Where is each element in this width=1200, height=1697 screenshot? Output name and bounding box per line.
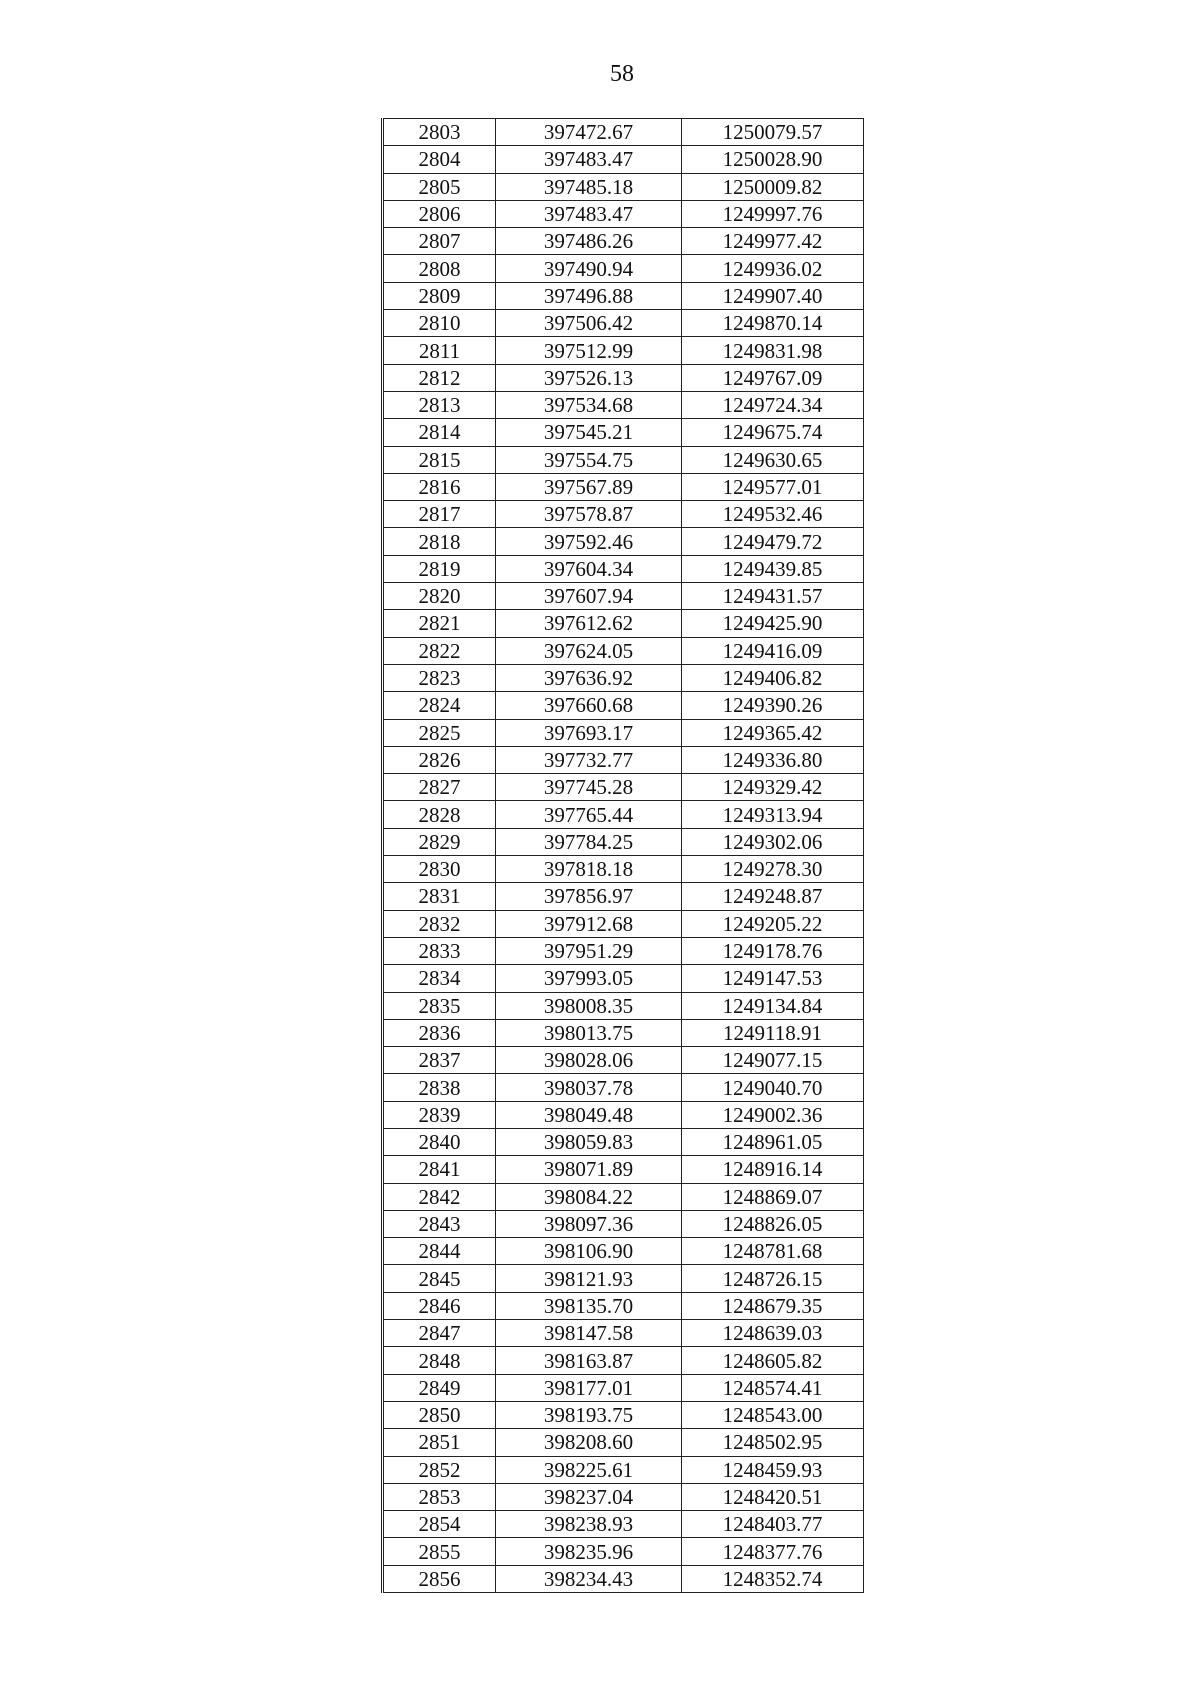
table-row — [383, 774, 864, 801]
x-coordinate-cell: 397486.26 — [496, 228, 682, 255]
x-coordinate-cell: 398071.89 — [496, 1156, 682, 1183]
table-row — [383, 119, 864, 146]
x-coordinate-cell: 398235.96 — [496, 1538, 682, 1565]
point-number-cell: 2853 — [383, 1483, 496, 1510]
table-row — [383, 528, 864, 555]
table-row — [383, 1565, 864, 1592]
x-coordinate-cell: 397567.89 — [496, 473, 682, 500]
point-number-cell: 2809 — [383, 282, 496, 309]
point-number-cell: 2807 — [383, 228, 496, 255]
table-row — [383, 1019, 864, 1046]
table-row — [383, 1292, 864, 1319]
x-coordinate-cell: 398097.36 — [496, 1210, 682, 1237]
y-coordinate-cell: 1248403.77 — [682, 1511, 864, 1538]
coordinate-table — [381, 118, 864, 1593]
y-coordinate-cell: 1248574.41 — [682, 1374, 864, 1401]
y-coordinate-cell: 1248502.95 — [682, 1429, 864, 1456]
table-row — [383, 1047, 864, 1074]
x-coordinate-cell: 397607.94 — [496, 583, 682, 610]
x-coordinate-cell: 398106.90 — [496, 1238, 682, 1265]
point-number-cell: 2849 — [383, 1374, 496, 1401]
x-coordinate-cell: 397993.05 — [496, 965, 682, 992]
table-row — [383, 146, 864, 173]
point-number-cell: 2810 — [383, 310, 496, 337]
y-coordinate-cell: 1249997.76 — [682, 200, 864, 227]
point-number-cell: 2842 — [383, 1183, 496, 1210]
point-number-cell: 2826 — [383, 746, 496, 773]
x-coordinate-cell: 397578.87 — [496, 501, 682, 528]
x-coordinate-cell: 397512.99 — [496, 337, 682, 364]
table-row — [383, 501, 864, 528]
table-row — [383, 692, 864, 719]
point-number-cell: 2833 — [383, 937, 496, 964]
y-coordinate-cell: 1249313.94 — [682, 801, 864, 828]
table-row — [383, 883, 864, 910]
point-number-cell: 2812 — [383, 364, 496, 391]
y-coordinate-cell: 1249205.22 — [682, 910, 864, 937]
table-row — [383, 801, 864, 828]
point-number-cell: 2841 — [383, 1156, 496, 1183]
y-coordinate-cell: 1249936.02 — [682, 255, 864, 282]
table-row — [383, 228, 864, 255]
point-number-cell: 2847 — [383, 1320, 496, 1347]
table-row — [383, 1156, 864, 1183]
x-coordinate-cell: 397490.94 — [496, 255, 682, 282]
table-row — [383, 391, 864, 418]
y-coordinate-cell: 1249630.65 — [682, 446, 864, 473]
table-row — [383, 664, 864, 691]
table-row — [383, 1456, 864, 1483]
point-number-cell: 2840 — [383, 1128, 496, 1155]
x-coordinate-cell: 398135.70 — [496, 1292, 682, 1319]
x-coordinate-cell: 397624.05 — [496, 637, 682, 664]
table-row — [383, 992, 864, 1019]
table-row — [383, 910, 864, 937]
table-row — [383, 1101, 864, 1128]
table-row — [383, 1347, 864, 1374]
point-number-cell: 2846 — [383, 1292, 496, 1319]
x-coordinate-cell: 398059.83 — [496, 1128, 682, 1155]
y-coordinate-cell: 1249870.14 — [682, 310, 864, 337]
table-row — [383, 419, 864, 446]
point-number-cell: 2854 — [383, 1511, 496, 1538]
table-row — [383, 746, 864, 773]
point-number-cell: 2835 — [383, 992, 496, 1019]
y-coordinate-cell: 1248639.03 — [682, 1320, 864, 1347]
point-number-cell: 2816 — [383, 473, 496, 500]
x-coordinate-cell: 397472.67 — [496, 119, 682, 146]
point-number-cell: 2821 — [383, 610, 496, 637]
point-number-cell: 2828 — [383, 801, 496, 828]
table-row — [383, 1210, 864, 1237]
y-coordinate-cell: 1249077.15 — [682, 1047, 864, 1074]
point-number-cell: 2805 — [383, 173, 496, 200]
x-coordinate-cell: 397951.29 — [496, 937, 682, 964]
point-number-cell: 2825 — [383, 719, 496, 746]
table-row — [383, 1320, 864, 1347]
y-coordinate-cell: 1248352.74 — [682, 1565, 864, 1592]
point-number-cell: 2823 — [383, 664, 496, 691]
table-row — [383, 1483, 864, 1510]
table-row — [383, 1238, 864, 1265]
y-coordinate-cell: 1249118.91 — [682, 1019, 864, 1046]
y-coordinate-cell: 1249831.98 — [682, 337, 864, 364]
y-coordinate-cell: 1249724.34 — [682, 391, 864, 418]
x-coordinate-cell: 398084.22 — [496, 1183, 682, 1210]
x-coordinate-cell: 397526.13 — [496, 364, 682, 391]
y-coordinate-cell: 1249002.36 — [682, 1101, 864, 1128]
y-coordinate-cell: 1249248.87 — [682, 883, 864, 910]
table-row — [383, 364, 864, 391]
x-coordinate-cell: 397732.77 — [496, 746, 682, 773]
x-coordinate-cell: 397534.68 — [496, 391, 682, 418]
point-number-cell: 2815 — [383, 446, 496, 473]
point-number-cell: 2855 — [383, 1538, 496, 1565]
point-number-cell: 2829 — [383, 828, 496, 855]
y-coordinate-cell: 1248916.14 — [682, 1156, 864, 1183]
point-number-cell: 2843 — [383, 1210, 496, 1237]
table-row — [383, 1183, 864, 1210]
y-coordinate-cell: 1249977.42 — [682, 228, 864, 255]
y-coordinate-cell: 1248377.76 — [682, 1538, 864, 1565]
x-coordinate-cell: 397693.17 — [496, 719, 682, 746]
y-coordinate-cell: 1248420.51 — [682, 1483, 864, 1510]
x-coordinate-cell: 397554.75 — [496, 446, 682, 473]
table-row — [383, 719, 864, 746]
y-coordinate-cell: 1250079.57 — [682, 119, 864, 146]
point-number-cell: 2803 — [383, 119, 496, 146]
y-coordinate-cell: 1249336.80 — [682, 746, 864, 773]
y-coordinate-cell: 1249134.84 — [682, 992, 864, 1019]
y-coordinate-cell: 1249365.42 — [682, 719, 864, 746]
table-row — [383, 1401, 864, 1428]
point-number-cell: 2827 — [383, 774, 496, 801]
y-coordinate-cell: 1249178.76 — [682, 937, 864, 964]
y-coordinate-cell: 1248869.07 — [682, 1183, 864, 1210]
table-row — [383, 937, 864, 964]
x-coordinate-cell: 398225.61 — [496, 1456, 682, 1483]
x-coordinate-cell: 397912.68 — [496, 910, 682, 937]
table-row — [383, 255, 864, 282]
point-number-cell: 2814 — [383, 419, 496, 446]
table-row — [383, 610, 864, 637]
page-number: 58 — [610, 61, 634, 87]
x-coordinate-cell: 398147.58 — [496, 1320, 682, 1347]
y-coordinate-cell: 1249416.09 — [682, 637, 864, 664]
x-coordinate-cell: 397496.88 — [496, 282, 682, 309]
table-row — [383, 1374, 864, 1401]
y-coordinate-cell: 1249675.74 — [682, 419, 864, 446]
point-number-cell: 2836 — [383, 1019, 496, 1046]
point-number-cell: 2832 — [383, 910, 496, 937]
y-coordinate-cell: 1249439.85 — [682, 555, 864, 582]
x-coordinate-cell: 397483.47 — [496, 200, 682, 227]
y-coordinate-cell: 1248679.35 — [682, 1292, 864, 1319]
point-number-cell: 2822 — [383, 637, 496, 664]
point-number-cell: 2804 — [383, 146, 496, 173]
point-number-cell: 2830 — [383, 856, 496, 883]
point-number-cell: 2856 — [383, 1565, 496, 1592]
table-row — [383, 965, 864, 992]
y-coordinate-cell: 1248543.00 — [682, 1401, 864, 1428]
y-coordinate-cell: 1249577.01 — [682, 473, 864, 500]
x-coordinate-cell: 397784.25 — [496, 828, 682, 855]
y-coordinate-cell: 1248961.05 — [682, 1128, 864, 1155]
table-row — [383, 173, 864, 200]
table-row — [383, 282, 864, 309]
y-coordinate-cell: 1249278.30 — [682, 856, 864, 883]
y-coordinate-cell: 1249329.42 — [682, 774, 864, 801]
x-coordinate-cell: 397636.92 — [496, 664, 682, 691]
table-row — [383, 583, 864, 610]
x-coordinate-cell: 397483.47 — [496, 146, 682, 173]
table-row — [383, 1128, 864, 1155]
x-coordinate-cell: 397506.42 — [496, 310, 682, 337]
point-number-cell: 2806 — [383, 200, 496, 227]
x-coordinate-cell: 397485.18 — [496, 173, 682, 200]
x-coordinate-cell: 398028.06 — [496, 1047, 682, 1074]
x-coordinate-cell: 398237.04 — [496, 1483, 682, 1510]
x-coordinate-cell: 398121.93 — [496, 1265, 682, 1292]
x-coordinate-cell: 398163.87 — [496, 1347, 682, 1374]
point-number-cell: 2844 — [383, 1238, 496, 1265]
table-row — [383, 828, 864, 855]
point-number-cell: 2850 — [383, 1401, 496, 1428]
point-number-cell: 2808 — [383, 255, 496, 282]
y-coordinate-cell: 1248781.68 — [682, 1238, 864, 1265]
x-coordinate-cell: 398238.93 — [496, 1511, 682, 1538]
y-coordinate-cell: 1250028.90 — [682, 146, 864, 173]
point-number-cell: 2813 — [383, 391, 496, 418]
table-row — [383, 1429, 864, 1456]
y-coordinate-cell: 1249302.06 — [682, 828, 864, 855]
table-row — [383, 1538, 864, 1565]
x-coordinate-cell: 398013.75 — [496, 1019, 682, 1046]
point-number-cell: 2818 — [383, 528, 496, 555]
point-number-cell: 2831 — [383, 883, 496, 910]
point-number-cell: 2834 — [383, 965, 496, 992]
x-coordinate-cell: 397818.18 — [496, 856, 682, 883]
y-coordinate-cell: 1249907.40 — [682, 282, 864, 309]
table-row — [383, 310, 864, 337]
table-row — [383, 200, 864, 227]
y-coordinate-cell: 1249479.72 — [682, 528, 864, 555]
x-coordinate-cell: 398193.75 — [496, 1401, 682, 1428]
x-coordinate-cell: 397545.21 — [496, 419, 682, 446]
table-row — [383, 337, 864, 364]
table-row — [383, 1265, 864, 1292]
y-coordinate-cell: 1250009.82 — [682, 173, 864, 200]
point-number-cell: 2848 — [383, 1347, 496, 1374]
table-row — [383, 856, 864, 883]
x-coordinate-cell: 398177.01 — [496, 1374, 682, 1401]
coordinate-table-body — [383, 119, 864, 1593]
x-coordinate-cell: 397765.44 — [496, 801, 682, 828]
y-coordinate-cell: 1249532.46 — [682, 501, 864, 528]
point-number-cell: 2838 — [383, 1074, 496, 1101]
point-number-cell: 2811 — [383, 337, 496, 364]
y-coordinate-cell: 1248726.15 — [682, 1265, 864, 1292]
point-number-cell: 2851 — [383, 1429, 496, 1456]
x-coordinate-cell: 398208.60 — [496, 1429, 682, 1456]
y-coordinate-cell: 1249406.82 — [682, 664, 864, 691]
table-row — [383, 1074, 864, 1101]
x-coordinate-cell: 398037.78 — [496, 1074, 682, 1101]
x-coordinate-cell: 397745.28 — [496, 774, 682, 801]
point-number-cell: 2819 — [383, 555, 496, 582]
y-coordinate-cell: 1249390.26 — [682, 692, 864, 719]
x-coordinate-cell: 398008.35 — [496, 992, 682, 1019]
table-row — [383, 637, 864, 664]
y-coordinate-cell: 1249425.90 — [682, 610, 864, 637]
table-row — [383, 473, 864, 500]
x-coordinate-cell: 397592.46 — [496, 528, 682, 555]
y-coordinate-cell: 1248459.93 — [682, 1456, 864, 1483]
x-coordinate-cell: 397604.34 — [496, 555, 682, 582]
table-row — [383, 555, 864, 582]
point-number-cell: 2817 — [383, 501, 496, 528]
x-coordinate-cell: 398234.43 — [496, 1565, 682, 1592]
y-coordinate-cell: 1249040.70 — [682, 1074, 864, 1101]
y-coordinate-cell: 1248605.82 — [682, 1347, 864, 1374]
point-number-cell: 2820 — [383, 583, 496, 610]
y-coordinate-cell: 1249767.09 — [682, 364, 864, 391]
table-row — [383, 446, 864, 473]
y-coordinate-cell: 1248826.05 — [682, 1210, 864, 1237]
y-coordinate-cell: 1249147.53 — [682, 965, 864, 992]
x-coordinate-cell: 397856.97 — [496, 883, 682, 910]
point-number-cell: 2852 — [383, 1456, 496, 1483]
point-number-cell: 2824 — [383, 692, 496, 719]
x-coordinate-cell: 397660.68 — [496, 692, 682, 719]
point-number-cell: 2845 — [383, 1265, 496, 1292]
table-row — [383, 1511, 864, 1538]
x-coordinate-cell: 398049.48 — [496, 1101, 682, 1128]
point-number-cell: 2839 — [383, 1101, 496, 1128]
y-coordinate-cell: 1249431.57 — [682, 583, 864, 610]
x-coordinate-cell: 397612.62 — [496, 610, 682, 637]
point-number-cell: 2837 — [383, 1047, 496, 1074]
